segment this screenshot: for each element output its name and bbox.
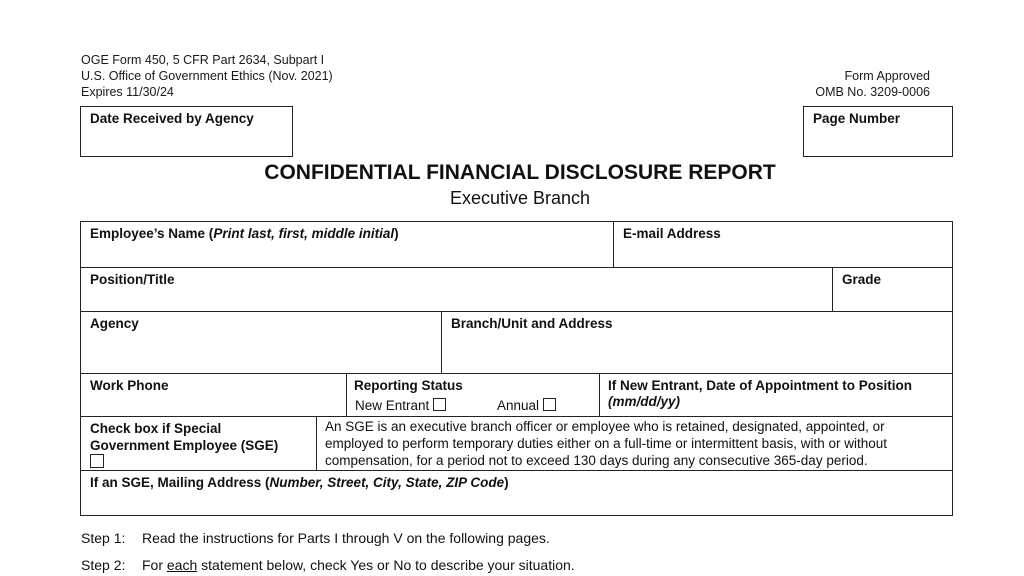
position-title-label: Position/Title <box>90 272 175 287</box>
employee-name-hint: Print last, first, middle initial <box>213 226 395 241</box>
agency-label: Agency <box>90 316 139 331</box>
reporting-status-label: Reporting Status <box>354 378 463 393</box>
employee-name-label: Employee’s Name ( <box>90 226 214 241</box>
grade-field[interactable] <box>833 268 954 311</box>
appointment-date-format: (mm/dd/yy) <box>608 394 681 409</box>
sge-checkbox-field <box>81 417 316 470</box>
step-text-rest: statement below, check Yes or No to describe your situation. <box>197 557 575 573</box>
agency-field[interactable] <box>81 312 441 373</box>
step-emphasis: each <box>166 557 198 573</box>
page-number-label: Page Number <box>813 111 901 126</box>
annual-option[interactable] <box>497 398 556 413</box>
step-text: Read the instructions for Parts I through V on the following pages. <box>142 530 550 546</box>
page-subtitle: Executive Branch <box>449 188 591 208</box>
annual-checkbox[interactable] <box>543 398 556 411</box>
branch-unit-address-field[interactable] <box>442 312 954 373</box>
expiration-date: Expires 11/30/24 <box>81 85 174 99</box>
step-number: Step 2: <box>81 557 126 573</box>
sge-address-close: ) <box>504 475 509 490</box>
work-phone-field[interactable] <box>81 374 346 416</box>
sge-label-line1: Check box if Special <box>90 421 222 436</box>
work-phone-label: Work Phone <box>90 378 169 393</box>
appointment-date-field[interactable] <box>600 374 954 416</box>
sge-mailing-address-field[interactable] <box>81 471 954 517</box>
form-approved: Form Approved <box>844 69 930 83</box>
form-header-right <box>815 68 930 100</box>
form-header-left <box>81 52 333 100</box>
step-2 <box>81 557 575 573</box>
sge-address-hint: Number, Street, City, State, ZIP Code <box>269 475 505 490</box>
issuing-office: U.S. Office of Government Ethics (Nov. 2021) <box>81 69 333 83</box>
omb-number: OMB No. 3209-0006 <box>815 85 930 99</box>
reporting-status-field <box>347 374 599 416</box>
employee-name-field[interactable] <box>81 222 613 267</box>
sge-definition <box>317 417 954 470</box>
disclosure-form <box>80 221 953 516</box>
date-received-label: Date Received by Agency <box>90 111 254 126</box>
new-entrant-label: New Entrant <box>355 398 430 413</box>
sge-label-line2: Government Employee (SGE) <box>90 438 279 453</box>
new-entrant-option[interactable] <box>355 398 446 413</box>
sge-address-label: If an SGE, Mailing Address ( <box>90 475 270 490</box>
step-1 <box>81 530 550 546</box>
page-title: CONFIDENTIAL FINANCIAL DISCLOSURE REPORT <box>264 161 776 184</box>
position-title-field[interactable] <box>81 268 832 311</box>
annual-label: Annual <box>497 398 540 413</box>
page-number-box[interactable] <box>803 106 953 157</box>
appointment-date-label: If New Entrant, Date of Appointment to Position <box>608 378 912 393</box>
grade-label: Grade <box>842 272 882 287</box>
step-number: Step 1: <box>81 530 126 546</box>
employee-name-close: ) <box>394 226 399 241</box>
sge-note-text: An SGE is an executive branch officer or employee who is retained, designated, appointed, or employed to perform temporary duties either on a full-time or intermittent basis, with or without compensation, for a period not to exceed 130 days during any consecutive 365-day period. <box>325 419 887 468</box>
new-entrant-checkbox[interactable] <box>433 398 446 411</box>
sge-checkbox[interactable] <box>90 454 104 468</box>
date-received-box[interactable] <box>80 106 293 157</box>
email-field[interactable] <box>614 222 954 267</box>
form-id: OGE Form 450, 5 CFR Part 2634, Subpart I <box>81 53 325 67</box>
email-label: E-mail Address <box>623 226 721 241</box>
step-text: For <box>142 557 167 573</box>
branch-unit-label: Branch/Unit and Address <box>451 316 613 331</box>
